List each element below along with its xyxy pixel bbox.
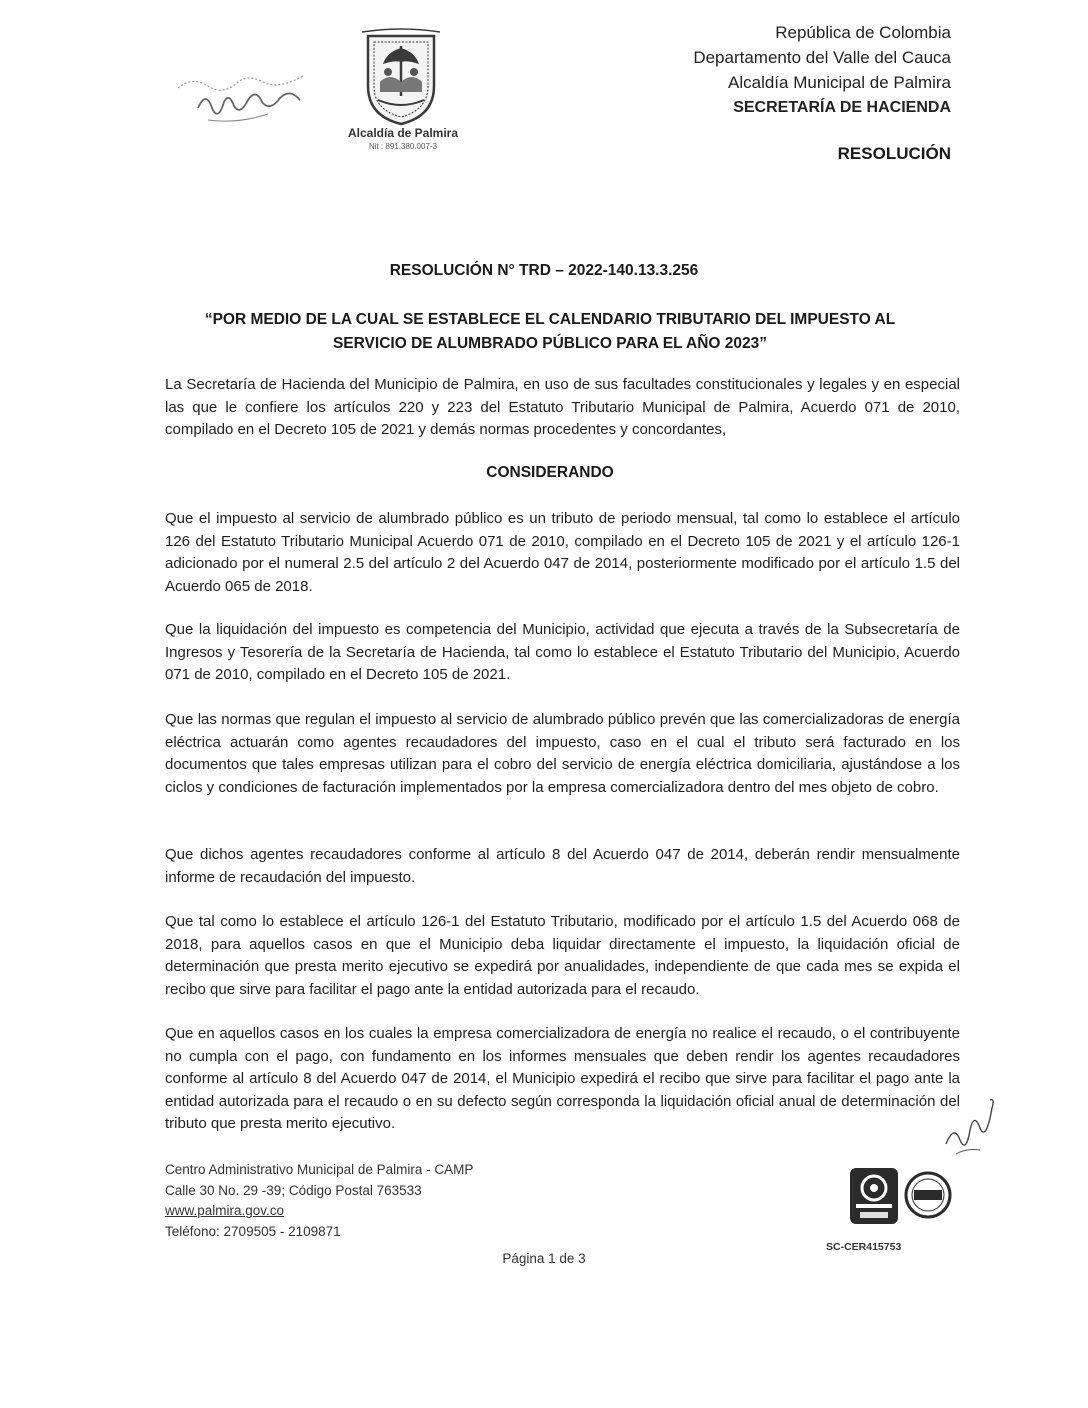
handwritten-annotation (168, 58, 328, 128)
logo-caption (318, 126, 488, 151)
resolution-number: RESOLUCIÓN N° TRD – 2022-140.13.3.256 (389, 262, 699, 279)
iqnet-certification-icon (903, 1170, 953, 1220)
document-type-label: RESOLUCIÓN (837, 144, 951, 163)
alcaldia-palmira-logo (356, 26, 446, 126)
intro-paragraph: La Secretaría de Hacienda del Municipio de Palmira, en uso de sus facultades constitucionales y legales y en especial las que le confiere los artículos 220 y 223 del Estatuto Tributario Municipal de Palmira, Acuerdo 071 de 2010, compilado en el Decreto 105 de 2021 y demás normas procedentes y concordantes, (165, 376, 960, 438)
paragraph-5: Que tal como lo establece el artículo 126-1 del Estatuto Tributario, modificado por el artículo 1.5 del Acuerdo 068 de 2018, para aquellos casos en que el Municipio deba liquidar directamente el impuesto, la liquidación oficial de determinación que presta merito ejecutivo se expedirá por anualidades, independiente de que cada mes se expida el recibo que sirve para facilitar el pago ante la entidad autorizada para el recaudo. (165, 913, 960, 998)
footer-address (165, 1160, 473, 1242)
gov-line-municipality: Alcaldía Municipal de Palmira (728, 73, 951, 92)
government-header (693, 20, 951, 120)
paragraph-3: Que las normas que regulan el impuesto al servicio de alumbrado público prevén que las comercializadoras de energía eléctrica actuarán como agentes recaudadores del impuesto, caso en el cual el tributo será facturado en los documentos que tales empresas utilizan para el cobro del servicio de energía eléctrica domiciliaria, ajustándose a los ciclos y condiciones de facturación implementados por la empresa comercializadora dentro del mes objeto de cobro. (165, 711, 960, 796)
icontec-certification-icon (848, 1166, 900, 1226)
gov-line-secretaria: SECRETARÍA DE HACIENDA (733, 99, 951, 116)
page-number: Página 1 de 3 (502, 1251, 586, 1266)
paragraph-1: Que el impuesto al servicio de alumbrado público es un tributo de periodo mensual, tal como lo establece el artículo 126 del Estatuto Tributario Municipal Acuerdo 071 de 2010, compilado en el Decreto 105 de 2021 y el artículo 126-1 adicionado por el numeral 2.5 del artículo 2 del Acuerdo 047 de 2014, posteriormente modificado por el artículo 1.5 del Acuerdo 065 de 2018. (165, 510, 960, 595)
footer-address-line1: Centro Administrativo Municipal de Palmira - CAMP (165, 1162, 474, 1177)
footer-phone: Teléfono: 2709505 - 2109871 (165, 1223, 341, 1239)
initials-signature (940, 1092, 1000, 1162)
considerando-heading: CONSIDERANDO (486, 464, 614, 481)
paragraph-4: Que dichos agentes recaudadores conforme al artículo 8 del Acuerdo 047 de 2014, deberán rendir mensualmente informe de recaudación del impuesto. (165, 846, 960, 886)
gov-line-department: Departamento del Valle del Cauca (693, 48, 951, 67)
paragraph-6: Que en aquellos casos en los cuales la empresa comercializadora de energía no realice el recaudo, o el contribuyente no cumpla con el pago, con fundamento en los informes mensuales que deben rendir los agentes recaudadores conforme al artículo 8 del Acuerdo 047 de 2014, el Municipio expedirá el recibo que sirve para facilitar el pago ante la entidad autorizada para el recaudo o en su defecto según corresponda la liquidación oficial anual de determinación del tributo que presta merito ejecutivo. (165, 1025, 960, 1132)
paragraph-2: Que la liquidación del impuesto es competencia del Municipio, actividad que ejecuta a través de la Subsecretaría de Ingresos y Tesorería de la Secretaría de Hacienda, tal como lo establece el Estatuto Tributario del Municipio, Acuerdo 071 de 2010, compilado en el Decreto 105 de 2021. (165, 621, 960, 683)
logo-nit: Nit : 891.380.007-3 (368, 142, 438, 151)
certification-code: SC-CER415753 (826, 1241, 902, 1253)
footer-website-link[interactable]: www.palmira.gov.co (165, 1203, 285, 1218)
logo-name: Alcaldía de Palmira (347, 126, 459, 140)
footer-address-line2: Calle 30 No. 29 -39; Código Postal 763533 (165, 1182, 422, 1198)
gov-line-country: República de Colombia (775, 23, 951, 42)
resolution-title: “POR MEDIO DE LA CUAL SE ESTABLECE EL CALENDARIO TRIBUTARIO DEL IMPUESTO AL SERVICIO DE ALUMBRADO PÚBLICO PARA EL AÑO 2023” (204, 311, 896, 352)
